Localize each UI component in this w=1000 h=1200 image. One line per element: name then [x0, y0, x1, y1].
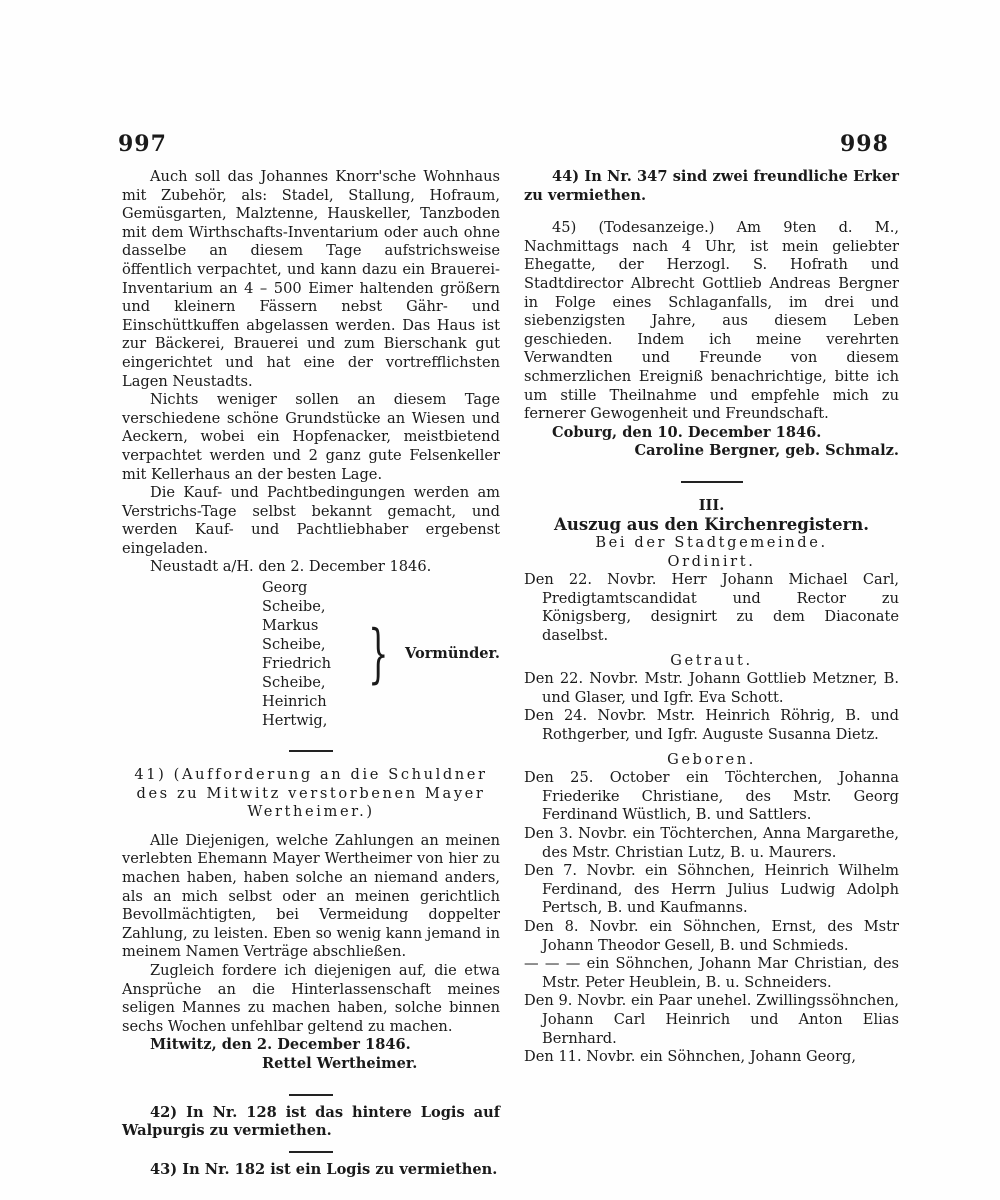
notice-44: 44) In Nr. 347 sind zwei freundliche Erker zu vermiethen.: [524, 168, 899, 204]
auction-paragraph-1: Auch soll das Johannes Knorr'sche Wohnhaus mit Zubehör, als: Stadel, Stallung, Hofraum, Gemüsgarten, Malztenne, Hauskeller, Tanzboden mit dem Wirthschafts-Inventarium oder auch ohne dasselbe an diesem Tage aufstrichsweise öffentlich verpachtet, und kann dazu ein Brauerei-Inventarium an 4 – 500 Eimer haltenden größern und kleinern Fässern nebst Gähr- und Einschüttkuffen abgelassen werden. Das Haus ist zur Bäckerei, Brauerei und zum Bierschank gut eingerichtet und hat eine der vortrefflichsten Lagen Neustadts.: [122, 168, 500, 390]
guardians-signature: [262, 578, 500, 730]
born-heading: Geboren.: [667, 750, 756, 768]
register-entry: Den 8. Novbr. ein Söhnchen, Ernst, des Mstr Johann Theodor Gesell, B. und Schmieds.: [524, 917, 899, 954]
divider-rule: [681, 481, 743, 483]
married-heading: Getraut.: [670, 651, 753, 669]
notice-41-paragraph-1: Alle Diejenigen, welche Zahlungen an meinen verlebten Ehemann Mayer Wertheimer von hier zu machen haben, haben solche an niemand anders, als an mich selbst oder an meinen gerichtlich Bevollmächtigten, bei Vermeidung doppelter Zahlung, zu leisten. Eben so wenig kann jemand in meinem Namen Verträge abschließen.: [122, 831, 500, 961]
register-entry: Den 7. Novbr. ein Söhnchen, Heinrich Wilhelm Ferdinand, des Herrn Julius Ludwig Adolph Pertsch, B. und Kaufmanns.: [524, 862, 899, 917]
auction-paragraph-3: Die Kauf- und Pachtbedingungen werden am Verstrichs-Tage selbst bekannt gemacht, und werden Kauf- und Pachtliebhaber ergebenst eingeladen.: [122, 484, 500, 557]
guardian-names: [262, 578, 354, 730]
register-entry: Den 11. Novbr. ein Söhnchen, Johann Georg,: [524, 1048, 857, 1066]
register-entry: — — — ein Söhnchen, Johann Mar Christian, des Mstr. Peter Heublein, B. u. Schneiders.: [524, 955, 899, 991]
page-number-right: 998: [840, 131, 889, 157]
ordained-heading: Ordinirt.: [667, 552, 756, 570]
notice-41-date: Mitwitz, den 2. December 1846.: [150, 1036, 411, 1054]
guardian-name: Markus Scheibe,: [262, 617, 326, 654]
register-entry: Den 24. Novbr. Mstr. Heinrich Röhrig, B. und Rothgerber, und Igfr. Auguste Susanna Dietz.: [524, 707, 899, 744]
divider-rule: [289, 1151, 333, 1153]
notice-45-date: Coburg, den 10. December 1846.: [552, 423, 822, 441]
guardian-name: Friedrich Scheibe,: [262, 655, 331, 692]
right-column: [524, 168, 899, 1067]
divider-rule: [289, 750, 333, 752]
notice-42: 42) In Nr. 128 ist das hintere Logis auf Walpurgis zu vermiethen.: [122, 1103, 500, 1140]
notice-41-signature: Rettel Wertheimer.: [262, 1054, 418, 1072]
divider-rule: [289, 1094, 333, 1096]
notice-45: 45) (Todesanzeige.) Am 9ten d. M., Nachmittags nach 4 Uhr, ist mein geliebter Ehegatte, der Herzogl. S. Hofrath und Stadtdirector Albrecht Gottlieb Andreas Bergner in Folge eines Schlaganfalls, im drei und siebenzigsten Jahre, aus diesem Leben geschieden. Indem ich meine verehrten Verwandten und Freunde von diesem schmerzlichen Ereigniß benachrichtige, bitte ich um stille Theilnahme und empfehle mich zu fernerer Gewogenheit und Freundschaft.: [524, 219, 899, 423]
register-entry: Den 9. Novbr. ein Paar unehel. Zwillingssöhnchen, Johann Carl Heinrich und Anton Elias Bernhard.: [524, 992, 899, 1047]
auction-paragraph-2: Nichts weniger sollen an diesem Tage verschiedene schöne Grundstücke an Wiesen und Aeckern, wobei ein Hopfenacker, meistbietend verpachtet werden und 2 ganz gute Felsenkeller mit Kellerhaus an der besten Lage.: [122, 391, 500, 483]
brace-glyph: }: [368, 617, 389, 692]
section-title: Auszug aus den Kirchenregistern.: [554, 514, 869, 534]
notice-45-signature: Caroline Bergner, geb. Schmalz.: [634, 442, 899, 460]
register-entry: Den 3. Novbr. ein Töchterchen, Anna Margarethe, des Mstr. Christian Lutz, B. u. Maurers.: [524, 825, 899, 861]
notice-41-paragraph-2: Zugleich fordere ich diejenigen auf, die etwa Ansprüche an die Hinterlassenschaft meines seligen Mannes zu machen haben, solche binnen sechs Wochen unfehlbar geltend zu machen.: [122, 962, 500, 1035]
register-entry: Den 22. Novbr. Mstr. Johann Gottlieb Metzner, B. und Glaser, und Igfr. Eva Schott.: [524, 670, 899, 706]
guardian-name: Heinrich Hertwig,: [262, 693, 328, 730]
register-entry: Den 25. October ein Töchterchen, Johanna Friederike Christiane, des Mstr. Georg Ferdinand Wüstlich, B. und Sattlers.: [524, 769, 899, 824]
auction-place-date: Neustadt a/H. den 2. December 1846.: [150, 558, 432, 576]
notice-43: 43) In Nr. 182 ist ein Logis zu vermiethen.: [150, 1160, 498, 1178]
section-number: III.: [698, 496, 725, 514]
notice-41-title: 41) (Aufforderung an die Schuldner des zu Mitwitz verstorbenen Mayer Wertheimer.): [134, 766, 488, 821]
guardian-name: Georg Scheibe,: [262, 579, 326, 616]
page-number-left: 997: [118, 131, 167, 157]
register-entry: Den 22. Novbr. Herr Johann Michael Carl, Predigtamtscandidat und Rector zu Königsberg, designirt zu dem Diaconate daselbst.: [524, 571, 899, 645]
guardians-label: Vormünder.: [405, 644, 500, 662]
parish-heading: Bei der Stadtgemeinde.: [595, 534, 828, 552]
left-column: [122, 168, 500, 1179]
